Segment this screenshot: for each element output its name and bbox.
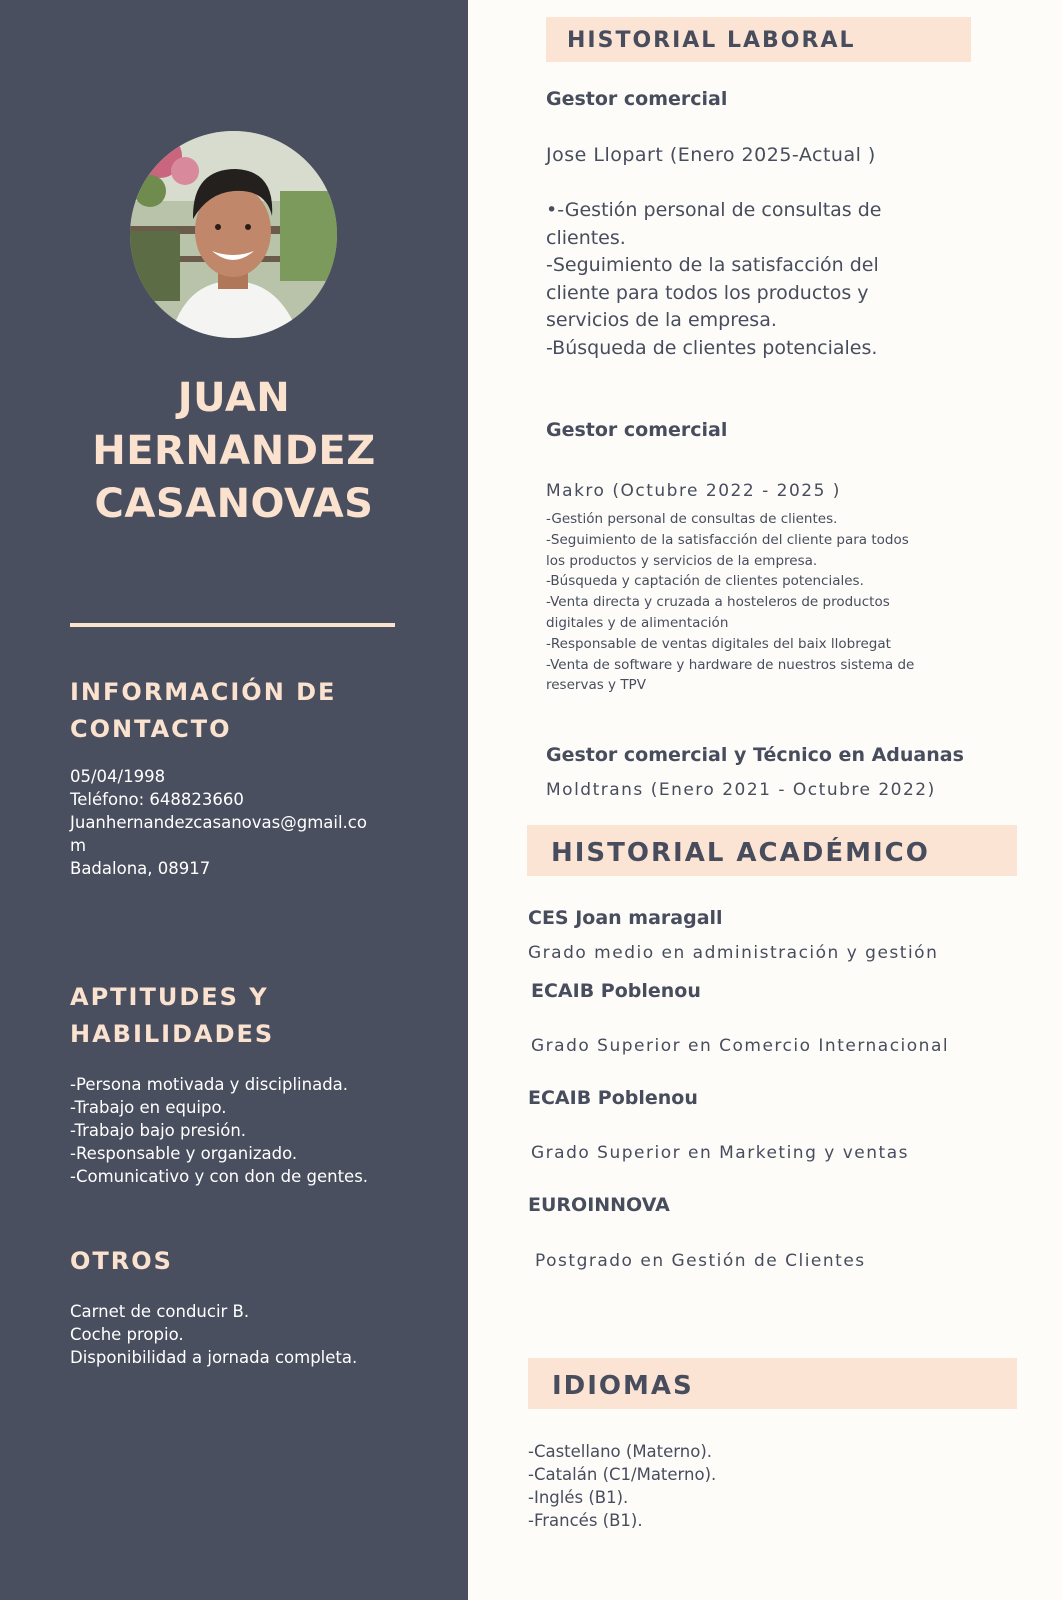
skill-item: -Persona motivada y disciplinada. [70,1075,349,1094]
desc-line: servicios de la empresa. [546,309,777,331]
name-divider [70,623,395,627]
desc-line: -Seguimiento de la satisfacción del cliente para todos [546,531,909,548]
desc-line: reservas y TPV [546,677,646,694]
desc-line: -Búsqueda de clientes potenciales. [546,336,878,359]
languages-heading: IDIOMAS [552,1371,694,1401]
desc-line: cliente para todos los productos y [546,281,869,304]
desc-line: los productos y servicios de la empresa. [546,552,818,569]
email-continued: m [70,836,87,855]
heading-line: CONTACTO [70,715,232,743]
work-heading: HISTORIAL LABORAL [567,28,856,53]
job-title: Gestor comercial y Técnico en Aduanas [546,744,964,766]
desc-line: -Venta directa y cruzada a hosteleros de productos [546,594,890,611]
others-list [70,1300,357,1369]
school-name: ECAIB Poblenou [528,1087,698,1109]
other-item: Carnet de conducir B. [70,1302,250,1321]
desc-line: -Venta de software y hardware de nuestros sistema de [546,656,915,673]
job-company: Jose Llopart (Enero 2025-Actual ) [546,144,876,166]
name-line: CASANOVAS [94,481,374,527]
desc-line: •-Gestión personal de consultas de [546,199,882,221]
degree: Grado Superior en Marketing y ventas [531,1143,909,1163]
name-line: HERNANDEZ [92,428,376,474]
language-item: -Francés (B1). [528,1511,643,1530]
contact-heading [70,674,336,748]
other-item: Coche propio. [70,1325,184,1344]
email: Juanhernandezcasanovas@gmail.co [70,813,367,832]
person-name [40,372,428,531]
heading-line: INFORMACIÓN DE [70,678,337,706]
skill-item: -Trabajo bajo presión. [70,1121,247,1140]
degree: Grado Superior en Comercio Internacional [531,1036,950,1056]
phone: Teléfono: 648823660 [70,790,244,809]
contact-info [70,765,367,880]
desc-line: -Responsable de ventas digitales del baix llobregat [546,635,891,652]
school-name: ECAIB Poblenou [531,980,701,1002]
others-heading: OTROS [70,1247,173,1275]
birth-date: 05/04/1998 [70,767,166,786]
job-title: Gestor comercial [546,88,728,110]
desc-line: -Búsqueda y captación de clientes potenciales. [546,573,864,590]
skill-item: -Comunicativo y con don de gentes. [70,1167,369,1186]
name-line: JUAN [177,375,291,421]
school-name: CES Joan maragall [528,907,723,929]
heading-line: APTITUDES Y [70,983,269,1011]
skills-list [70,1073,368,1188]
skills-heading [70,979,274,1053]
address: Badalona, 08917 [70,859,211,878]
heading-line: HABILIDADES [70,1020,275,1048]
desc-line: digitales y de alimentación [546,614,729,631]
desc-line: -Gestión personal de consultas de clientes. [546,511,838,527]
job-description [546,197,882,362]
desc-line: clientes. [546,226,626,249]
other-item: Disponibilidad a jornada completa. [70,1348,358,1367]
job-title: Gestor comercial [546,419,728,441]
job-description [546,509,914,696]
skill-item: -Responsable y organizado. [70,1144,298,1163]
profile-photo [130,131,337,338]
education-heading: HISTORIAL ACADÉMICO [551,838,930,868]
degree: Postgrado en Gestión de Clientes [535,1251,866,1271]
school-name: EUROINNOVA [528,1194,670,1216]
job-company: Makro (Octubre 2022 - 2025 ) [546,481,841,501]
language-item: -Catalán (C1/Materno). [528,1465,717,1484]
degree: Grado medio en administración y gestión [528,943,939,963]
skill-item: -Trabajo en equipo. [70,1098,227,1117]
languages-list [528,1440,716,1532]
job-company: Moldtrans (Enero 2021 - Octubre 2022) [546,780,936,800]
language-item: -Inglés (B1). [528,1488,629,1507]
language-item: -Castellano (Materno). [528,1442,713,1461]
desc-line: -Seguimiento de la satisfacción del [546,254,879,276]
